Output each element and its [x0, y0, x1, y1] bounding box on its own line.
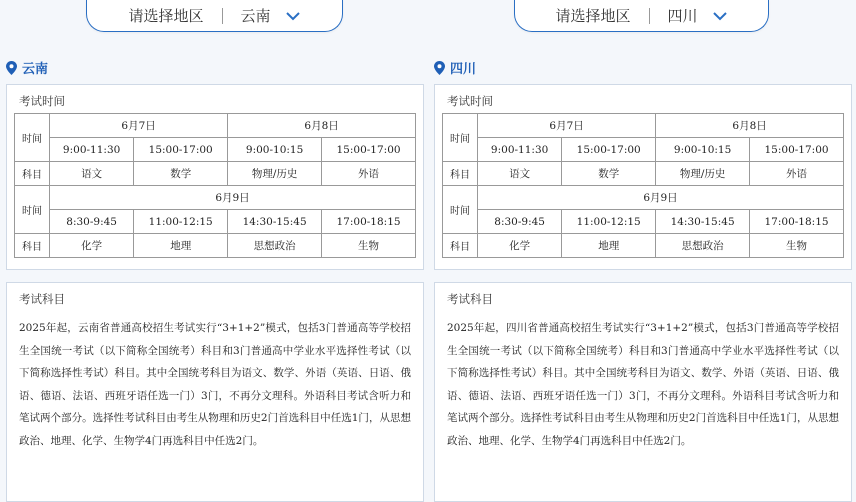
subjects-description: 2025年起，四川省普通高校招生考试实行“3+1+2”模式，包括3门普通高等学校招生全国统一考试（以下简称全国统考）科目和3门普通高中学业水平选择性考试（以下简称选择性考试）科目。其中全国统考科目为语文、数学、外语（英语、日语、俄语、德语、法语、西班牙语任选一门）3门，不再分文理科。外语科目考试含听力和笔试两个部分。选择性考试科目由考生从物理和历史2门首选科目中任选1门，从思想政治、地理、化学、生物学4门再选科目中任选2门。 — [447, 322, 839, 447]
schedule-card — [6, 84, 424, 270]
time-cell: 11:00-12:15 — [562, 210, 656, 234]
selector-divider — [649, 8, 650, 24]
region-selector-prompt: 请选择地区 — [555, 7, 631, 25]
date-cell: 6月7日 — [478, 114, 656, 138]
selector-divider — [222, 8, 223, 24]
date-cell: 6月8日 — [228, 114, 416, 138]
schedule-title: 考试时间 — [447, 94, 493, 108]
time-cell: 9:00-11:30 — [478, 138, 562, 162]
table-row — [15, 114, 416, 138]
subject-cell: 思想政治 — [656, 234, 750, 258]
location-pin-icon — [434, 61, 445, 75]
time-cell: 17:00-18:15 — [322, 210, 416, 234]
time-label: 时间 — [15, 114, 50, 162]
subject-label: 科目 — [443, 162, 478, 186]
time-cell: 8:30-9:45 — [50, 210, 134, 234]
region-heading — [6, 58, 48, 77]
subjects-title: 考试科目 — [19, 292, 65, 306]
subjects-card — [6, 282, 424, 502]
schedule-table — [442, 113, 844, 258]
region-selector-prompt: 请选择地区 — [128, 7, 204, 25]
region-selector[interactable] — [86, 0, 343, 32]
subject-label: 科目 — [15, 162, 50, 186]
subjects-card — [434, 282, 852, 502]
time-cell: 9:00-10:15 — [228, 138, 322, 162]
date-cell: 6月7日 — [50, 114, 228, 138]
location-pin-icon — [6, 61, 17, 75]
table-row — [15, 138, 416, 162]
table-row — [15, 186, 416, 210]
subject-cell: 外语 — [322, 162, 416, 186]
subject-cell: 生物 — [322, 234, 416, 258]
table-row — [15, 234, 416, 258]
table-row — [443, 162, 844, 186]
subject-cell: 语文 — [50, 162, 134, 186]
schedule-table — [14, 113, 416, 258]
subjects-title: 考试科目 — [447, 292, 493, 306]
region-selector-value: 四川 — [667, 7, 698, 25]
subject-cell: 化学 — [50, 234, 134, 258]
time-cell: 15:00-17:00 — [562, 138, 656, 162]
date-cell: 6月8日 — [656, 114, 844, 138]
chevron-down-icon — [712, 7, 728, 25]
schedule-title: 考试时间 — [19, 94, 65, 108]
region-name: 四川 — [450, 62, 477, 77]
date-cell: 6月9日 — [478, 186, 844, 210]
subject-cell: 数学 — [562, 162, 656, 186]
table-row — [443, 210, 844, 234]
subject-cell: 物理/历史 — [228, 162, 322, 186]
region-name: 云南 — [22, 62, 49, 77]
subject-cell: 思想政治 — [228, 234, 322, 258]
table-row — [443, 186, 844, 210]
date-cell: 6月9日 — [50, 186, 416, 210]
time-cell: 9:00-10:15 — [656, 138, 750, 162]
time-cell: 11:00-12:15 — [134, 210, 228, 234]
table-row — [443, 138, 844, 162]
table-row — [443, 234, 844, 258]
subject-label: 科目 — [15, 234, 50, 258]
subjects-description: 2025年起，云南省普通高校招生考试实行“3+1+2”模式，包括3门普通高等学校招生全国统一考试（以下简称全国统考）科目和3门普通高中学业水平选择性考试（以下简称选择性考试）科目。其中全国统考科目为语文、数学、外语（英语、日语、俄语、德语、法语、西班牙语任选一门）3门，不再分文理科。外语科目考试含听力和笔试两个部分。选择性考试科目由考生从物理和历史2门首选科目中任选1门，从思想政治、地理、化学、生物学4门再选科目中任选2门。 — [19, 322, 411, 447]
subject-label: 科目 — [443, 234, 478, 258]
time-cell: 14:30-15:45 — [228, 210, 322, 234]
table-row — [15, 162, 416, 186]
time-label: 时间 — [15, 186, 50, 234]
subject-cell: 数学 — [134, 162, 228, 186]
subject-cell: 外语 — [750, 162, 844, 186]
region-heading — [434, 58, 476, 77]
subject-cell: 地理 — [134, 234, 228, 258]
table-row — [443, 114, 844, 138]
region-selector[interactable] — [514, 0, 769, 32]
table-row — [15, 210, 416, 234]
time-cell: 17:00-18:15 — [750, 210, 844, 234]
region-selector-value: 云南 — [240, 7, 271, 25]
chevron-down-icon — [285, 7, 301, 25]
time-label: 时间 — [443, 114, 478, 162]
schedule-card — [434, 84, 852, 270]
subject-cell: 物理/历史 — [656, 162, 750, 186]
time-cell: 15:00-17:00 — [750, 138, 844, 162]
time-label: 时间 — [443, 186, 478, 234]
subject-cell: 地理 — [562, 234, 656, 258]
time-cell: 14:30-15:45 — [656, 210, 750, 234]
time-cell: 8:30-9:45 — [478, 210, 562, 234]
subject-cell: 化学 — [478, 234, 562, 258]
time-cell: 15:00-17:00 — [322, 138, 416, 162]
time-cell: 9:00-11:30 — [50, 138, 134, 162]
subject-cell: 语文 — [478, 162, 562, 186]
time-cell: 15:00-17:00 — [134, 138, 228, 162]
subject-cell: 生物 — [750, 234, 844, 258]
